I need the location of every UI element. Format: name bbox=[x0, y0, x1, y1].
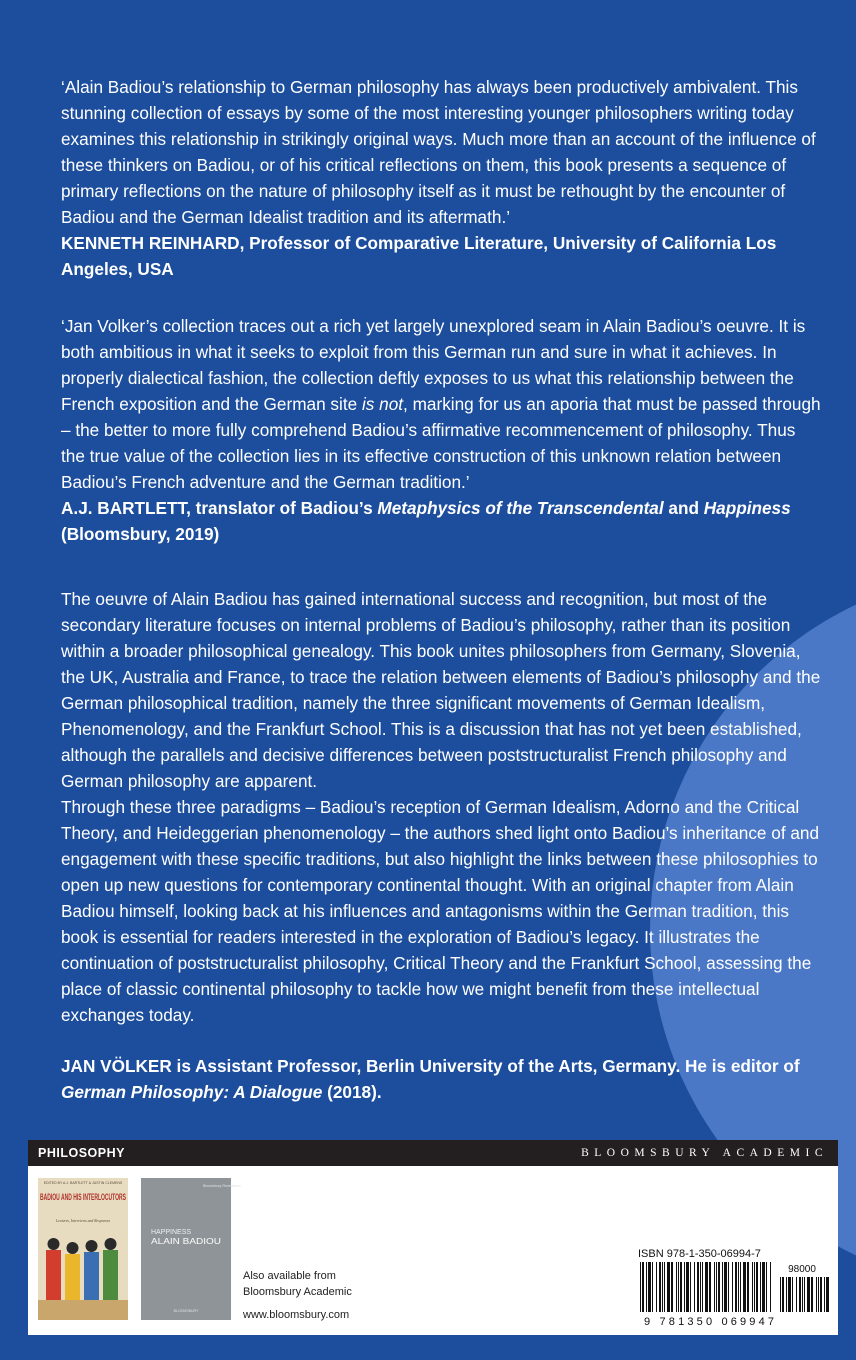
barcode-bar bbox=[659, 1262, 661, 1312]
barcode-bar bbox=[738, 1262, 739, 1312]
barcode-bar bbox=[642, 1262, 644, 1312]
barcode-bar bbox=[667, 1262, 670, 1312]
barcode-bar bbox=[811, 1277, 813, 1312]
barcode-bar bbox=[671, 1262, 673, 1312]
quote-2-emphasis: is not bbox=[361, 394, 404, 414]
book-title-metaphysics: Metaphysics of the Transcendental bbox=[377, 498, 664, 518]
endorsement-quote-1 bbox=[61, 74, 821, 282]
barcode-bar bbox=[752, 1262, 753, 1312]
barcode-bar bbox=[732, 1262, 733, 1312]
barcode-bar bbox=[816, 1277, 817, 1312]
barcode-bar bbox=[662, 1262, 663, 1312]
barcode-bar bbox=[722, 1262, 723, 1312]
barcode-bar bbox=[676, 1262, 677, 1312]
barcode-bar bbox=[747, 1262, 749, 1312]
book-description bbox=[61, 586, 821, 1028]
barcode-bar bbox=[760, 1262, 761, 1312]
availability-note: Also available from Bloomsbury Academic www.bloomsbury.com bbox=[243, 1270, 352, 1321]
barcode-bar bbox=[678, 1262, 679, 1312]
barcode-bar bbox=[743, 1262, 746, 1312]
barcode-bar bbox=[684, 1262, 685, 1312]
barcode-bar bbox=[826, 1277, 829, 1312]
barcode-bar bbox=[740, 1262, 741, 1312]
price-code: 98000 bbox=[788, 1264, 816, 1275]
barcode-bar bbox=[824, 1277, 825, 1312]
barcode-bar bbox=[680, 1262, 682, 1312]
barcode-bar bbox=[780, 1277, 781, 1312]
barcode-bar bbox=[754, 1262, 755, 1312]
related-book-badiou-interlocutors bbox=[38, 1178, 128, 1320]
editor-previous-book: German Philosophy: A Dialogue bbox=[61, 1082, 323, 1102]
barcode-bar bbox=[686, 1262, 689, 1312]
book2-author: ALAIN BADIOU bbox=[151, 1237, 222, 1246]
book1-title: BADIOU AND HIS INTERLOCUTORS bbox=[40, 1192, 126, 1202]
barcode-bar bbox=[766, 1262, 767, 1312]
editor-bio: JAN VÖLKER is Assistant Professor, Berlin University of the Arts, Germany. He is editor of German Philosophy: A Dialogue (2018). bbox=[61, 1056, 800, 1102]
series-label: PHILOSOPHY bbox=[38, 1146, 125, 1160]
barcode-bar bbox=[792, 1277, 793, 1312]
description-paragraph-1: The oeuvre of Alain Badiou has gained international success and recognition, but most of the secondary literature focuses on internal problems of Badiou’s philosophy, rather than its position within a broader philosophical genealogy. This book unites philosophers from Germany, Slovenia, the UK, Australia and France, to trace the relation between elements of Badiou’s philosophy and the German philosophical tradition, namely the three significant movements of German Idealism, Phenomenology, and the Frankfurt School. This is a discussion that has not yet been established, although the parallels and decisive differences between poststructuralist French philosophy and German philosophy are apparent. bbox=[61, 589, 821, 791]
barcode-bar bbox=[652, 1262, 653, 1312]
isbn-barcode bbox=[640, 1262, 830, 1328]
book2-title: HAPPINESS bbox=[151, 1229, 192, 1236]
barcode-bar bbox=[756, 1262, 758, 1312]
barcode-bar bbox=[770, 1262, 771, 1312]
barcode-bar bbox=[796, 1277, 797, 1312]
barcode-bar bbox=[802, 1277, 803, 1312]
publisher-label: BLOOMSBURY ACADEMIC bbox=[581, 1147, 828, 1159]
barcode-bar bbox=[786, 1277, 787, 1312]
barcode-bar bbox=[807, 1277, 810, 1312]
barcode-bar bbox=[782, 1277, 784, 1312]
related-book-happiness bbox=[141, 1178, 241, 1320]
barcode-bar bbox=[799, 1277, 801, 1312]
barcode-bar bbox=[709, 1262, 711, 1312]
quote-2-attribution: A.J. BARTLETT, translator of Badiou’s Metaphysics of the Transcendental and Happiness (Bloomsbury, 2019) bbox=[61, 498, 791, 544]
endorsement-quote-2 bbox=[61, 313, 821, 547]
barcode-bar bbox=[648, 1262, 651, 1312]
band-header bbox=[28, 1140, 838, 1166]
barcode-bar bbox=[818, 1277, 819, 1312]
website-link[interactable]: www.bloomsbury.com bbox=[243, 1309, 350, 1321]
barcode-bars bbox=[640, 1262, 771, 1312]
svg-text:Bloomsbury Revelations: Bloomsbury Revelations bbox=[203, 1184, 241, 1188]
barcode-bar bbox=[820, 1277, 822, 1312]
isbn-digits: 9 781350 069947 bbox=[644, 1316, 774, 1328]
barcode-bar bbox=[664, 1262, 665, 1312]
barcode-bar bbox=[718, 1262, 720, 1312]
svg-text:Lectures, Interviews and Respo: Lectures, Interviews and Responses bbox=[55, 1219, 111, 1223]
barcode-bar bbox=[735, 1262, 737, 1312]
barcode-bar bbox=[804, 1277, 805, 1312]
barcode-bar bbox=[714, 1262, 715, 1312]
barcode-bar bbox=[724, 1262, 727, 1312]
quote-1-attribution: KENNETH REINHARD, Professor of Comparative Literature, University of California Los Angeles, USA bbox=[61, 233, 777, 279]
barcode-bar bbox=[728, 1262, 729, 1312]
price-code-bars bbox=[780, 1277, 829, 1312]
quote-1-text: ‘Alain Badiou’s relationship to German philosophy has always been productively ambivalent. This stunning collection of essays by some of the most interesting younger philosophers writing today examines this relationship in strikingly original ways. Much more than an account of the influence of these thinkers on Badiou, or of his critical reflections on them, this book presents a sequence of primary reflections on the nature of philosophy itself as it must be rethought by the encounter of Badiou and the German Idealist tradition and its aftermath.’ bbox=[61, 77, 816, 227]
quote-2-text: ‘Jan Volker’s collection traces out a rich yet largely unexplored seam in Alain Badiou’s oeuvre. It is both ambitious in what it seeks to exploit from this German run and sure in what it achieves. In properly dialectical fashion, the collection deftly exposes to us what this relationship between the French exposition and the German site is not, marking for us an aporia that must be passed through – the better to more fully comprehend Badiou’s affirmative recommencement of philosophy. Thus the true value of the collection lies in its effective construction of this unknown relation between Badiou’s French adventure and the German tradition.’ bbox=[61, 316, 821, 492]
book-title-happiness: Happiness bbox=[703, 498, 791, 518]
barcode-bar bbox=[705, 1262, 708, 1312]
barcode-bar bbox=[762, 1262, 765, 1312]
barcode-bar bbox=[694, 1262, 695, 1312]
barcode-bar bbox=[700, 1262, 701, 1312]
barcode-bar bbox=[702, 1262, 703, 1312]
barcode-bar bbox=[640, 1262, 641, 1312]
svg-text:BLOOMSBURY: BLOOMSBURY bbox=[173, 1309, 199, 1313]
barcode-bar bbox=[697, 1262, 699, 1312]
barcode-bar bbox=[690, 1262, 691, 1312]
bottom-band bbox=[28, 1140, 838, 1335]
barcode-bar bbox=[656, 1262, 657, 1312]
barcode-bar bbox=[716, 1262, 717, 1312]
barcode-bar bbox=[646, 1262, 647, 1312]
isbn-label: ISBN 978-1-350-06994-7 bbox=[638, 1248, 761, 1260]
svg-text:EDITED BY A.J. BARTLETT & JUST: EDITED BY A.J. BARTLETT & JUSTIN CLEMENS bbox=[43, 1181, 123, 1185]
description-paragraph-2: Through these three paradigms – Badiou’s reception of German Idealism, Adorno and the Critical Theory, and Heideggerian phenomenology – the authors shed light onto Badiou’s inheritance of and engagement with these specific traditions, but also highlight the links between these philosophies to open up new questions for contemporary continental thought. With an original chapter from Alain Badiou himself, looking back at his influences and antagonisms within the German tradition, this book is essential for readers interested in the exploration of Badiou’s legacy. It illustrates the continuation of poststructuralist philosophy, Critical Theory and the Frankfurt School, assessing the place of classic continental philosophy to tackle how we might benefit from these intellectual exchanges today. bbox=[61, 797, 820, 1025]
barcode-bar bbox=[788, 1277, 791, 1312]
